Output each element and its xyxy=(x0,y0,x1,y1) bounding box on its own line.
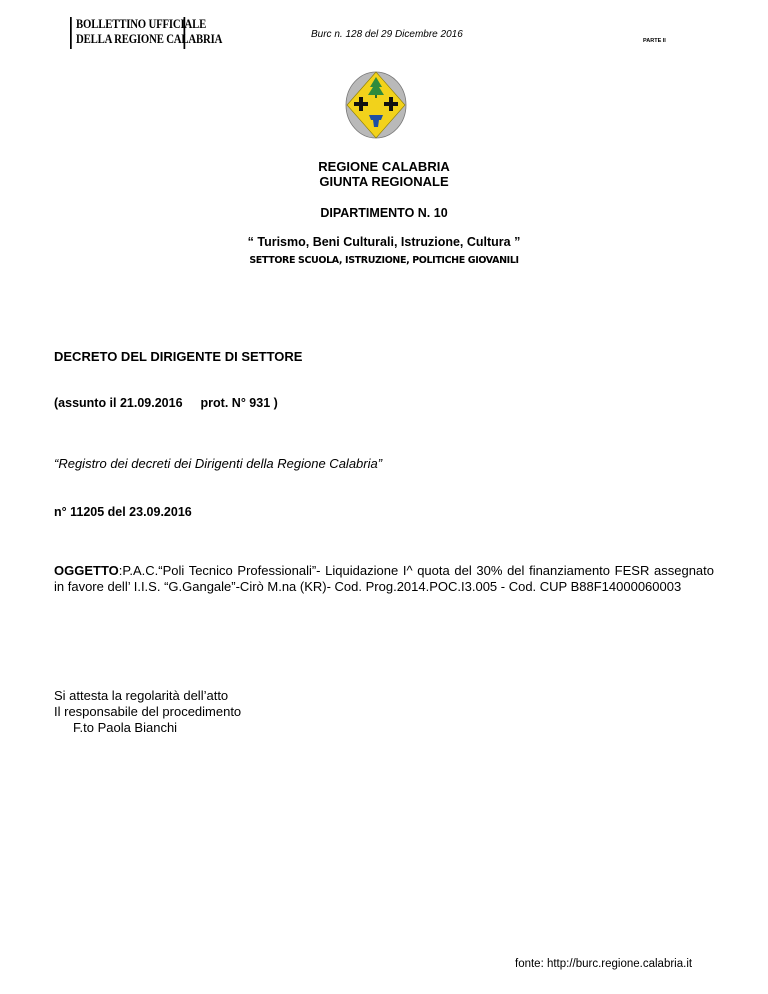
masthead-line-2: DELLA REGIONE CALABRIA xyxy=(76,32,223,46)
region-name: REGIONE CALABRIA xyxy=(318,159,450,174)
regione-calabria-emblem-icon xyxy=(345,71,407,139)
decree-number: n° 11205 del 23.09.2016 xyxy=(54,505,192,519)
signature-line: F.to Paola Bianchi xyxy=(73,720,178,735)
subject-text: :P.A.C.“Poli Tecnico Professionali”- Liquidazione I^ quota del 30% del finanziamento FESR assegnato in favore dell’ I.I.S. “G.Gangale”-Cirò M.na (KR)- Cod. Prog.2014.POC.I3.005 - Cod. CUP B88F14000060003 xyxy=(54,563,714,594)
decree-assunto-line xyxy=(54,396,278,410)
department-name: “ Turismo, Beni Culturali, Istruzione, Cultura ” xyxy=(247,235,521,249)
subject-label: OGGETTO xyxy=(54,563,119,578)
subject-paragraph xyxy=(54,563,714,595)
attestation-block xyxy=(54,688,241,736)
bollettino-masthead xyxy=(70,17,223,49)
decree-title: DECRETO DEL DIRIGENTE DI SETTORE xyxy=(54,349,303,364)
masthead-line-1: BOLLETTINO UFFICIALE xyxy=(76,17,207,31)
council-name: GIUNTA REGIONALE xyxy=(319,174,449,189)
source-footer: fonte: http://burc.regione.calabria.it xyxy=(515,958,693,970)
attestation-line-2: Il responsabile del procedimento xyxy=(54,704,242,719)
protocol-number: prot. N° 931 ) xyxy=(200,396,278,410)
sector-name: SETTORE SCUOLA, ISTRUZIONE, POLITICHE GIOVANILI xyxy=(249,255,519,266)
assunto-date: (assunto il 21.09.2016 xyxy=(54,396,183,410)
burc-issue: Burc n. 128 del 29 Dicembre 2016 xyxy=(311,29,463,40)
parte-label: PARTE II xyxy=(643,38,666,44)
department-number: DIPARTIMENTO N. 10 xyxy=(320,206,448,220)
register-name: “Registro dei decreti dei Dirigenti della Regione Calabria” xyxy=(54,456,383,471)
attestation-line-1: Si attesta la regolarità dell’atto xyxy=(54,688,229,703)
